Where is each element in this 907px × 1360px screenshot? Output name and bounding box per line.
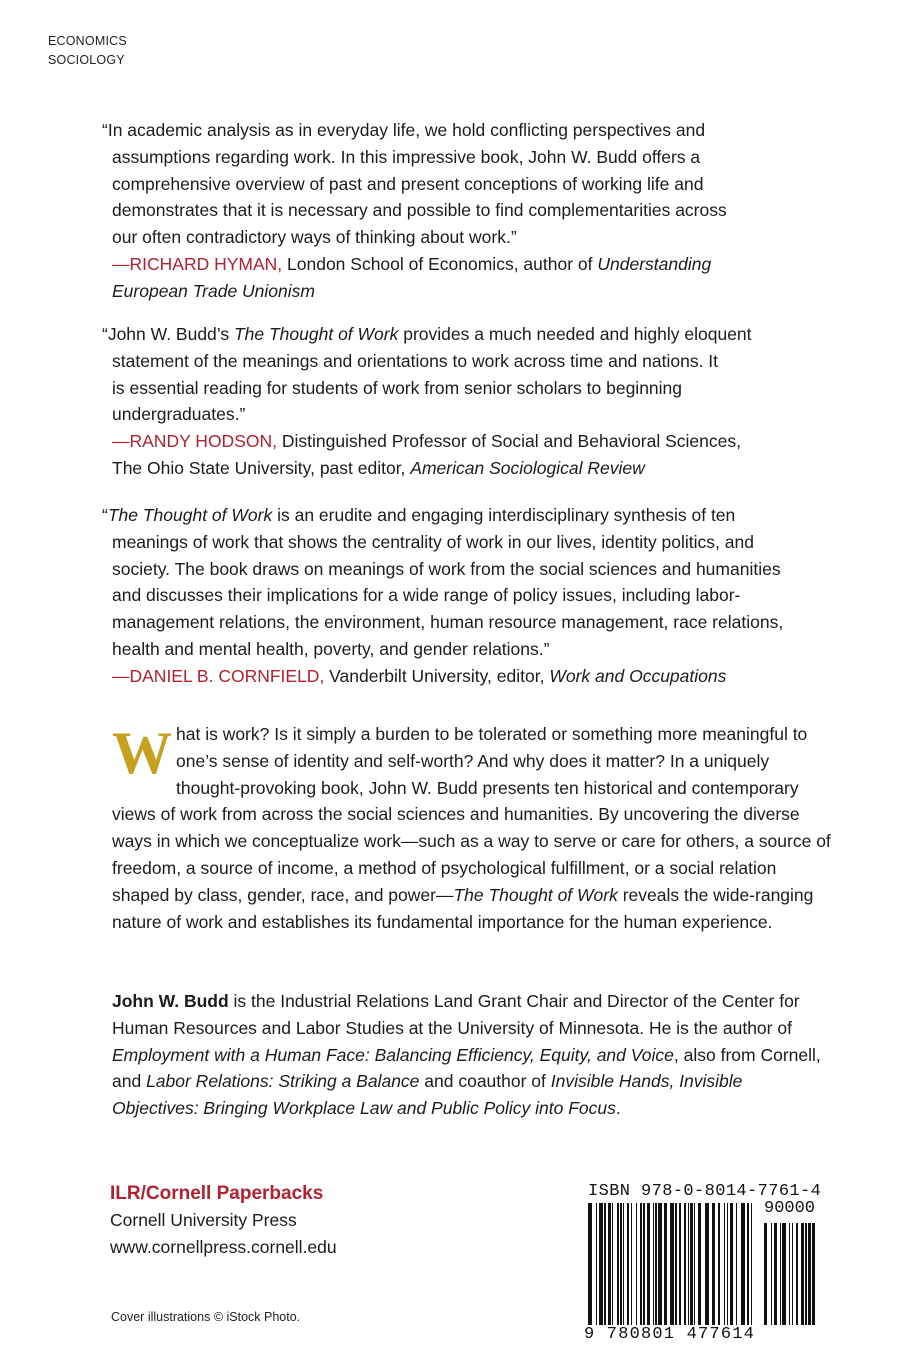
barcode-bar [712,1203,715,1327]
barcode-bar [620,1203,622,1327]
barcode-bar [724,1203,725,1327]
barcode-bar [782,1223,786,1325]
barcode-bar [612,1203,613,1327]
author-name: John W. Budd [112,991,229,1011]
barcode-bar [599,1203,603,1327]
isbn-label: ISBN 978-0-8014-7761-4 [588,1182,822,1201]
barcode-bar [771,1223,772,1325]
quote-work-title: Work and Occupations [549,665,727,686]
barcode-bar [796,1223,798,1325]
barcode-bar [764,1223,767,1325]
barcode-bar [604,1203,606,1327]
quote-line: health and mental health, poverty, and gender relations.” [112,638,550,659]
barcode-bar [631,1203,632,1327]
barcode-bar [698,1203,701,1327]
quote-text: is an erudite and engaging interdisciplinary synthesis of ten [272,505,736,525]
quote-author: —RICHARD HYMAN, [112,253,283,274]
series-name: ILR/Cornell Paperbacks [110,1183,324,1204]
barcode-bar [640,1203,642,1327]
quote-text: “John W. Budd’s [102,324,234,344]
book-title: The Thought of Work [233,324,399,344]
author-bio [112,988,832,1122]
quote-attribution [102,251,727,278]
barcode-bar [705,1203,709,1327]
category-label: SOCIOLOGY [48,53,125,67]
quote-text: provides a much needed and highly eloquent [398,324,752,344]
barcode-bar [675,1203,677,1327]
quote-attribution [102,428,752,455]
isbn-block [584,1182,822,1344]
quote-line: our often contradictory ways of thinking about work.” [112,227,517,248]
barcode-bar [792,1223,793,1325]
category-label: ECONOMICS [48,34,127,48]
bio-text: . [615,1098,621,1119]
quote-affiliation: Vanderbilt University, editor, [324,665,550,686]
barcode-digits: 9 780801 477614 [584,1325,756,1344]
quote-work-title: Understanding [597,253,712,274]
quote-line: society. The book draws on meanings of work from the social sciences and humanities [112,558,781,579]
blurb-quote-2 [102,321,752,482]
description-text: hat is work? Is it simply a burden to be tolerated or something more meaningful to one’s sense of identity and self-worth? And why does it matter? In a uniquely thought-provoking book, John W. Budd presents ten historical and contemporary views of work from across the social sciences and humanities. By uncovering the diverse ways in which we conceptualize work—such as a way to serve or care for others, a source of freedom, a source of income, a method of psychological fulfillment, or a social relation shaped by class, gender, race, and power— [112,724,831,905]
quote-work-title: American Sociological Review [410,457,645,478]
barcode-bar [647,1203,650,1327]
barcode-icon [588,1203,754,1327]
quote-author: —RANDY HODSON, [112,431,277,452]
quote-line: demonstrates that it is necessary and possible to find complementarities across [112,200,727,221]
barcode-bar [653,1203,654,1327]
barcode-bar [679,1203,681,1327]
book-title: Employment with a Human Face: Balancing Efficiency, Equity, and Voice [112,1044,674,1065]
category-list [48,32,127,70]
book-title: Labor Relations: Striking a Balance [146,1071,420,1092]
quote-line: management relations, the environment, human resource management, race relations, [112,612,784,633]
barcode-bar [623,1203,624,1327]
barcode-bar [780,1223,781,1325]
barcode-bar [801,1223,804,1325]
quote-mark: “ [102,505,108,525]
barcode-bar [655,1203,657,1327]
quote-line: “In academic analysis as in everyday life, we hold conflicting perspectives and [102,120,706,140]
quote-line: statement of the meanings and orientations to work across time and nations. It [112,350,719,371]
publisher-url: www.cornellpress.cornell.edu [110,1236,337,1257]
quote-line [102,321,752,348]
bio-text: and coauthor of [419,1071,551,1092]
barcode-bar [718,1203,720,1327]
barcode-bar [727,1203,728,1327]
barcode-bar [684,1203,686,1327]
price-code: 90000 [764,1199,816,1218]
quote-attribution-cont [102,455,752,482]
barcode-bar [774,1223,777,1325]
blurb-quote-1 [102,117,727,305]
barcode-bar [747,1203,749,1327]
barcode-bar [690,1203,693,1327]
quote-affiliation: London School of Economics, author of [282,253,598,274]
publisher-block [110,1181,337,1261]
barcode-bar [588,1203,592,1327]
quote-line: assumptions regarding work. In this impressive book, John W. Budd offers a [112,146,701,167]
barcode-bar [789,1223,790,1325]
barcode-bar [608,1203,611,1327]
barcode-bar [730,1203,733,1327]
addon-barcode-icon [764,1223,818,1325]
barcode-bar [636,1203,637,1327]
drop-cap: W [112,720,172,786]
barcode-bar [670,1203,674,1327]
book-title: The Thought of Work [107,505,273,525]
quote-attribution [102,663,783,690]
barcode-bar [596,1203,597,1327]
book-title: Invisible Hands, Invisible Objectives: Bringing Workplace Law and Public Policy into Focus [112,1071,743,1119]
barcode-bar [617,1203,619,1327]
barcode-bar [658,1203,662,1327]
quote-affiliation-cont: The Ohio State University, past editor, [112,457,411,478]
quote-line: undergraduates.” [112,404,246,425]
blurb-quote-3 [102,502,783,690]
barcode-area [584,1199,818,1344]
barcode-bar [627,1203,629,1327]
barcode-bar [808,1223,811,1325]
book-description [112,721,832,935]
quote-author: —DANIEL B. CORNFIELD, [112,665,325,686]
barcode-bar [751,1203,752,1327]
barcode-bar [741,1203,745,1327]
barcode-bar [694,1203,695,1327]
bio-text: , also from Cornell, and [112,1044,821,1092]
barcode-bar [688,1203,689,1327]
bio-text: is the Industrial Relations Land Grant Chair and Director of the Center for Human Resources and Labor Studies at the University of Minnesota. He is the author of [112,991,800,1038]
barcode-bar [805,1223,807,1325]
barcode-bar [643,1203,645,1327]
quote-work-title-cont: European Trade Unionism [112,280,315,301]
quote-line: comprehensive overview of past and present conceptions of working life and [112,173,704,194]
book-title: The Thought of Work [453,884,618,905]
quote-attribution-cont [102,278,727,305]
barcode-bar [736,1203,737,1327]
cover-credit: Cover illustrations © iStock Photo. [111,1310,301,1324]
publisher-name: Cornell University Press [110,1210,297,1230]
quote-line [102,502,783,529]
description-text: reveals the wide-ranging nature of work and establishes its fundamental importance for the human experience. [112,884,814,932]
quote-line: is essential reading for students of work from senior scholars to beginning [112,377,683,398]
barcode-bar [664,1203,667,1327]
barcode-bar [812,1223,815,1325]
quote-affiliation: Distinguished Professor of Social and Behavioral Sciences, [276,431,741,452]
quote-line: and discusses their implications for a wide range of policy issues, including labor- [112,585,741,606]
quote-line: meanings of work that shows the centrality of work in our lives, identity politics, and [112,531,754,552]
